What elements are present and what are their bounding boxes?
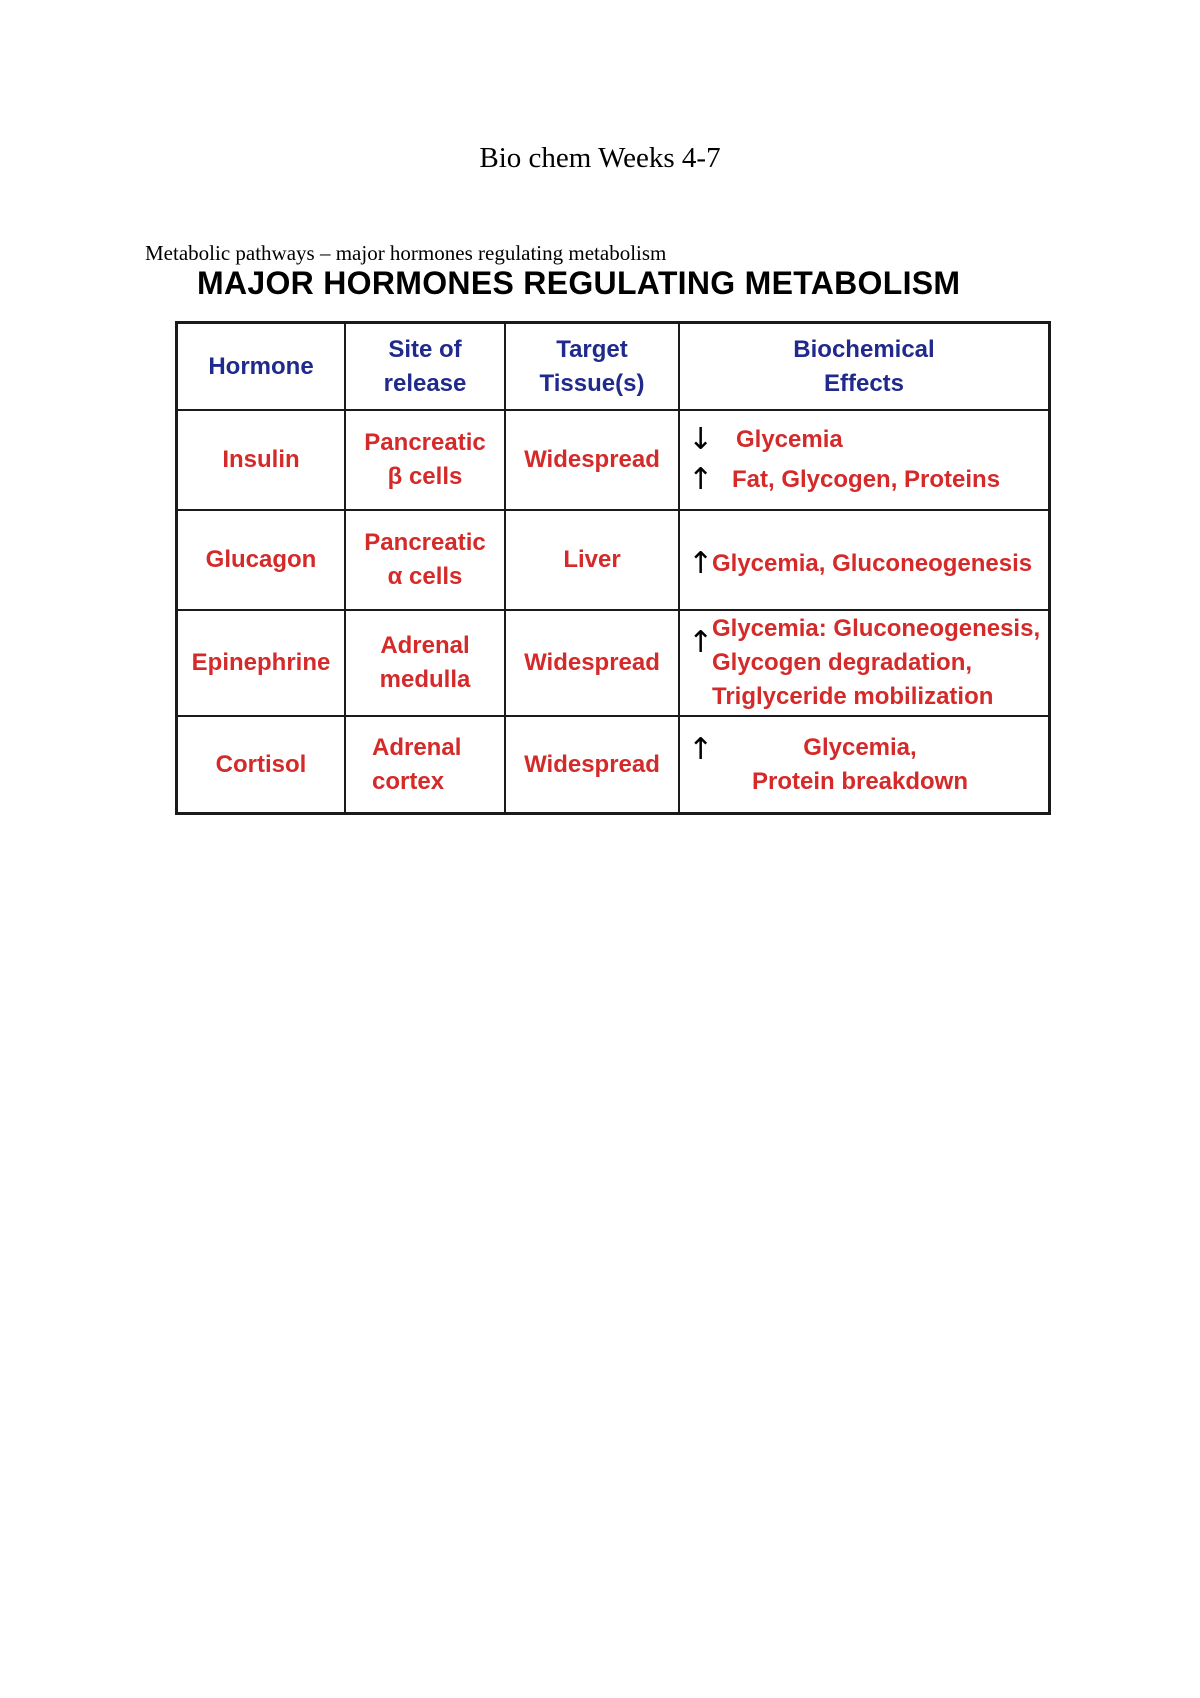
table-title: MAJOR HORMONES REGULATING METABOLISM bbox=[197, 265, 961, 301]
header-biochemical-effects: Biochemical Effects bbox=[678, 324, 1048, 409]
table-header-row bbox=[178, 324, 1048, 409]
target-tissue: Liver bbox=[504, 511, 678, 609]
header-site-of-release: Site of release bbox=[344, 324, 504, 409]
target-tissue: Widespread bbox=[504, 611, 678, 715]
site-of-release: Adrenal medulla bbox=[344, 611, 504, 715]
hormone-name: Glucagon bbox=[205, 546, 317, 573]
hormone-table bbox=[175, 321, 1051, 815]
biochemical-effects: ↑ Glycemia, Gluconeogenesis bbox=[678, 511, 1048, 609]
table-row-glucagon bbox=[178, 509, 1048, 609]
site-of-release: Adrenal cortex bbox=[344, 717, 504, 812]
biochemical-effects: ↓ Glycemia ↑ Fat, Glycogen, Proteins bbox=[678, 411, 1048, 509]
document-title: Bio chem Weeks 4-7 bbox=[479, 142, 721, 174]
table-row-cortisol bbox=[178, 715, 1048, 812]
up-arrow-icon: ↑ bbox=[688, 625, 714, 660]
site-of-release: Pancreatic β cells bbox=[344, 411, 504, 509]
site-of-release: Pancreatic α cells bbox=[344, 511, 504, 609]
up-arrow-icon: ↑ bbox=[688, 731, 714, 767]
header-hormone: Hormone bbox=[208, 352, 314, 380]
biochemical-effects: ↑ Glycemia: Gluconeogenesis, Glycogen degradation, Triglyceride mobilization bbox=[678, 611, 1048, 715]
document-subtitle: Metabolic pathways – major hormones regulating metabolism bbox=[145, 241, 667, 265]
hormone-name: Insulin bbox=[222, 446, 300, 473]
hormone-name: Cortisol bbox=[215, 750, 307, 778]
biochemical-effects: ↑ Glycemia, Protein breakdown bbox=[678, 717, 1048, 812]
target-tissue: Widespread bbox=[504, 717, 678, 812]
target-tissue: Widespread bbox=[504, 411, 678, 509]
header-target-tissues: Target Tissue(s) bbox=[504, 324, 678, 409]
table-row-epinephrine bbox=[178, 609, 1048, 715]
down-arrow-icon: ↓ bbox=[688, 422, 714, 457]
up-arrow-icon: ↑ bbox=[688, 546, 714, 581]
up-arrow-icon: ↑ bbox=[688, 462, 714, 497]
hormone-name: Epinephrine bbox=[191, 649, 331, 676]
table-row-insulin bbox=[178, 409, 1048, 509]
